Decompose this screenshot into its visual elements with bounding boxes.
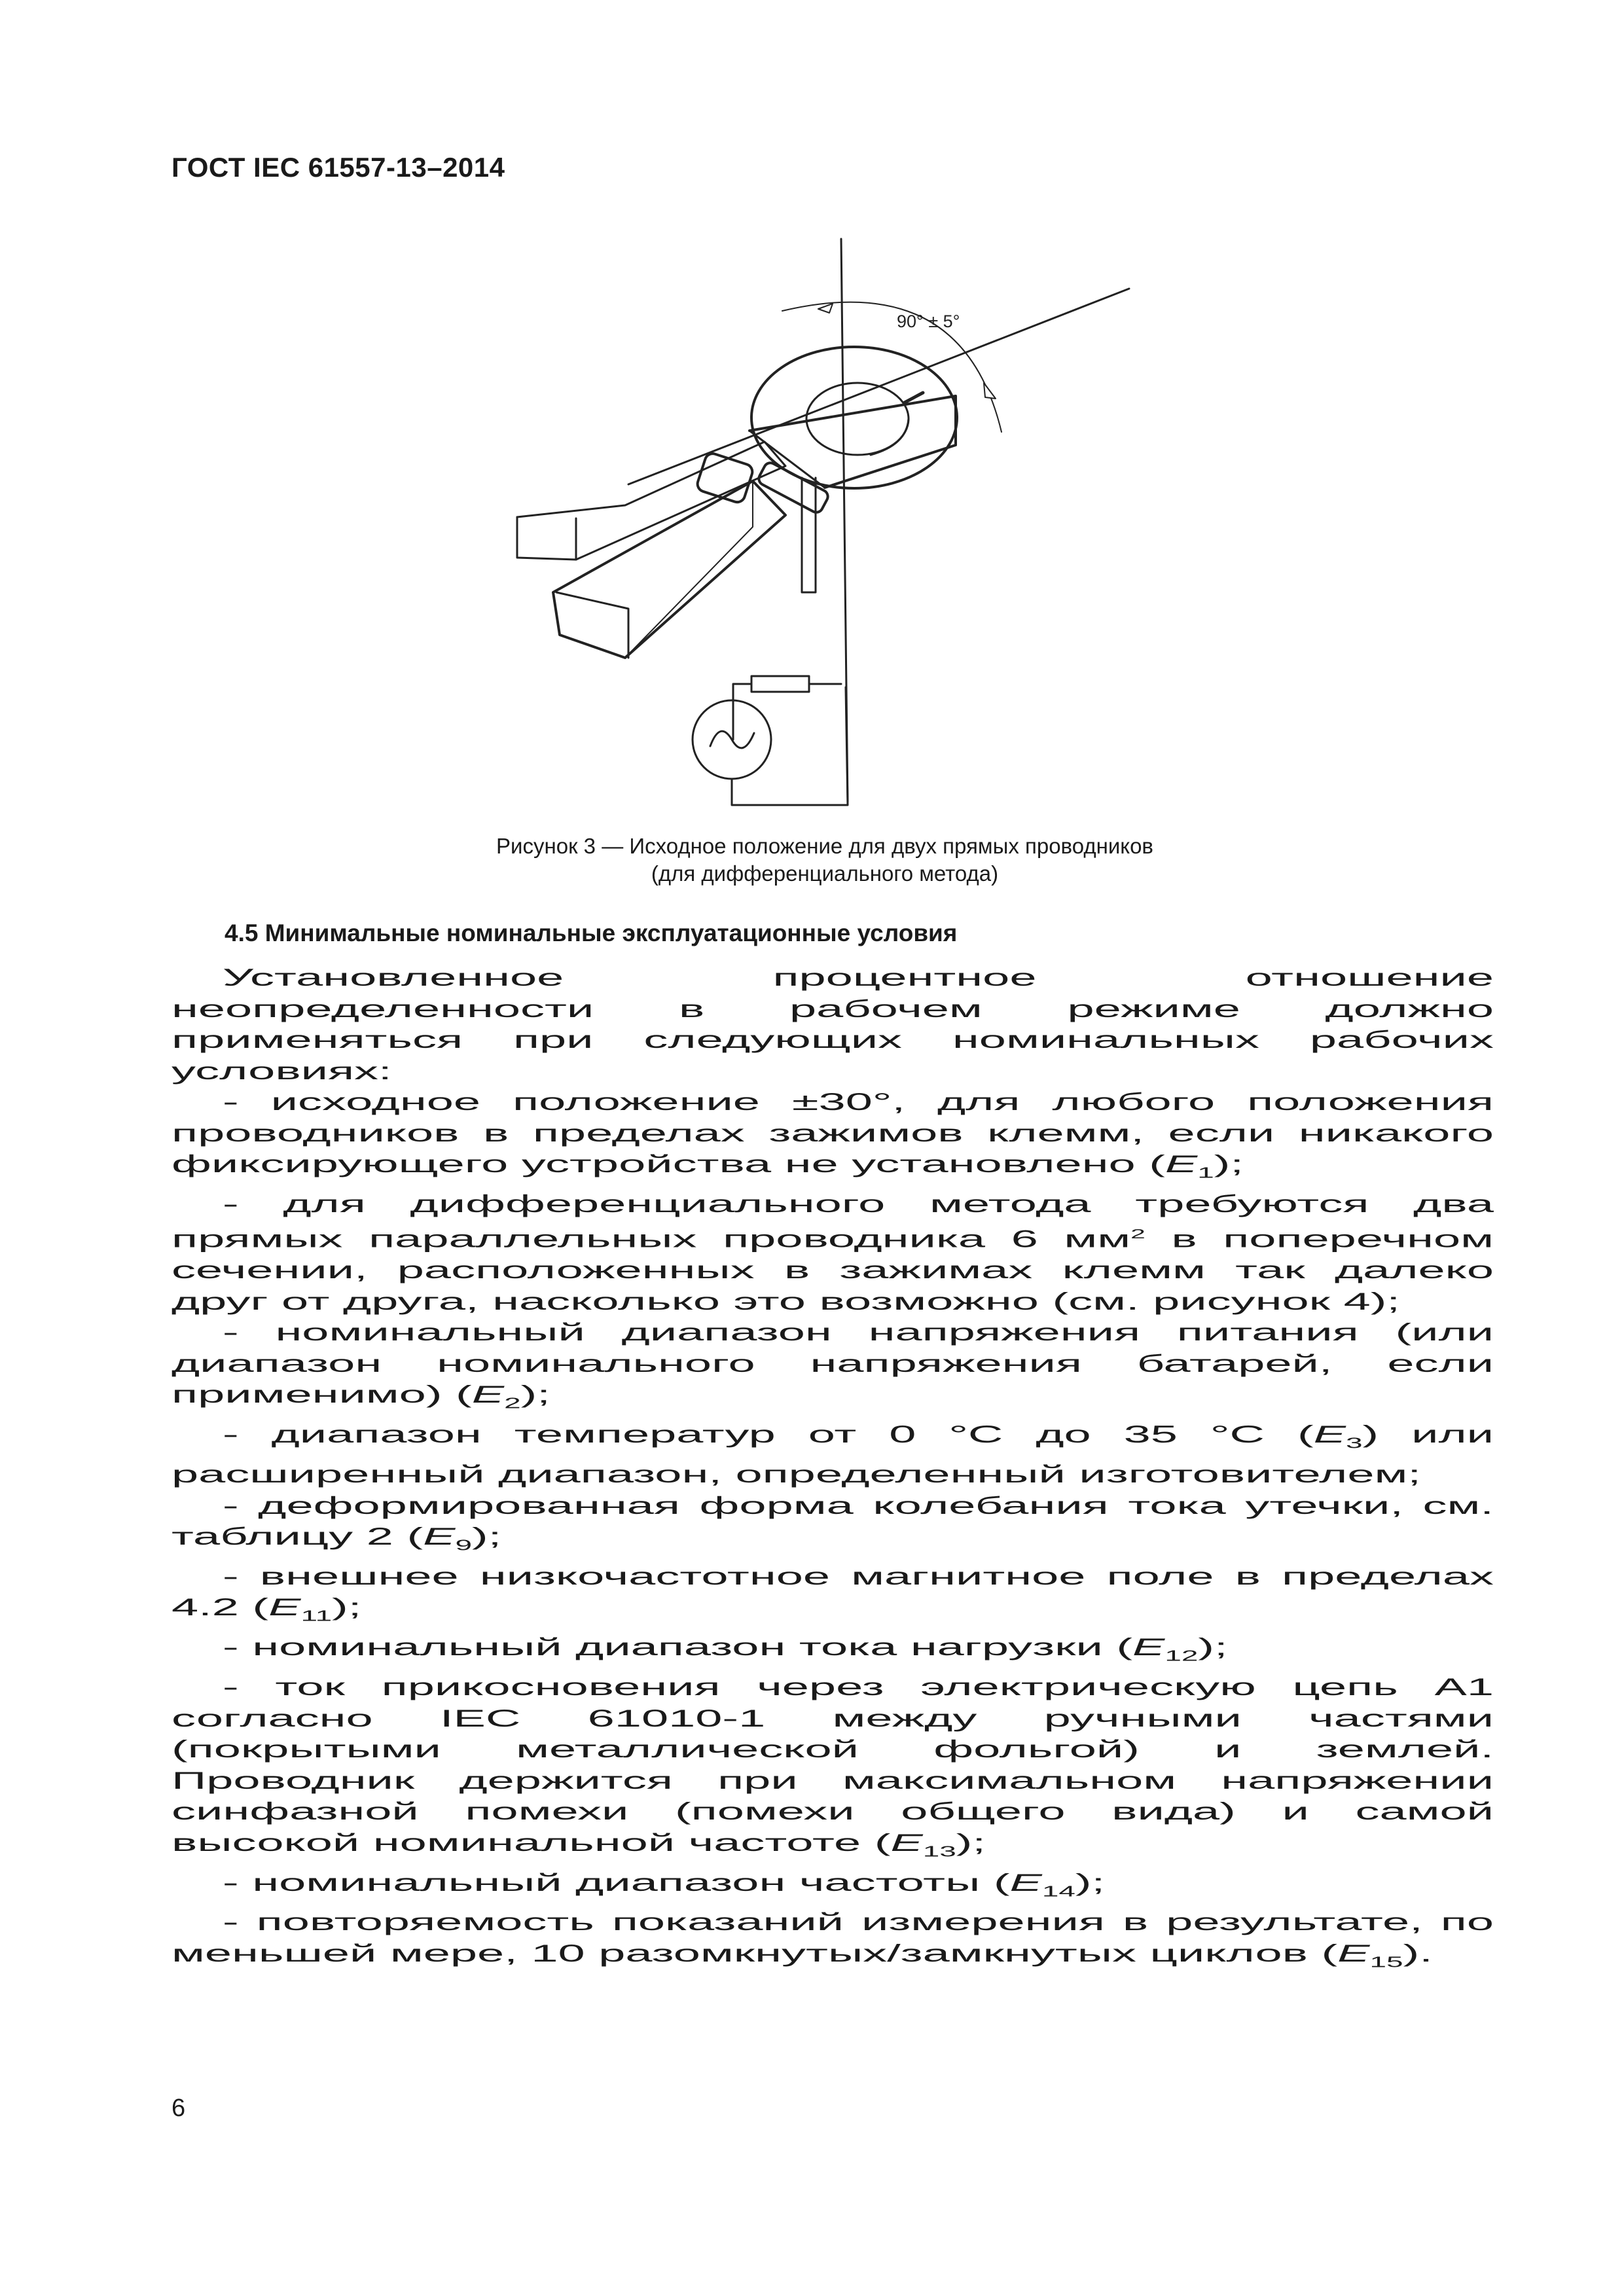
section-intro: Установленное процентное отношение неопределенности в рабочем режиме должно применяться при следующих номинальных рабочих условиях: <box>171 964 1494 1085</box>
angle-arc <box>782 302 1001 432</box>
caption-line-2: (для дифференциального метода) <box>651 861 999 886</box>
list-item: - исходное положение ±30°, для любого положения проводников в пределах зажимов клемм, если никакого фиксирующего устройства не установлено $(E_1)$; <box>171 1088 1494 1181</box>
list-item: - повторяемость показаний измерения в результате, по меньшей мере, 10 разомкнутых/замкнутых циклов $(E_{15})$. <box>171 1909 1494 1971</box>
resistor-symbol <box>751 676 809 692</box>
section-title: 4.5 Минимальные номинальные эксплуатационные условия <box>225 920 958 946</box>
list-item: - внешнее низкочастотное магнитное поле в пределах 4.2 $(E_{11})$; <box>171 1562 1494 1624</box>
list-item: - номинальный диапазон частоты $(E_{14})$; <box>223 1869 1106 1899</box>
section-body <box>171 962 1494 1978</box>
list-item: - номинальный диапазон тока нагрузки $(E_{12})$; <box>223 1634 1228 1664</box>
list-item: - деформированная форма колебания тока утечки, см. таблицу 2 $(E_9)$; <box>171 1492 1494 1554</box>
caption-line-1: Рисунок 3 — Исходное положение для двух прямых проводников <box>496 834 1153 858</box>
list-item: - номинальный диапазон напряжения питания (или диапазон номинального напряжения батарей, если применимо) $(E_2)$; <box>171 1319 1494 1412</box>
list-item: - для дифференциального метода требуются два прямых параллельных проводника 6 $мм^2$ в поперечном сечении, расположенных в зажимах клемм так далеко друг от друга, насколько это возможно (см. рисунок 4); <box>171 1190 1494 1315</box>
figure-caption <box>171 833 1478 888</box>
list-item: - диапазон температур от 0 °C до 35 °C $(E_3)$ или расширенный диапазон, определенный изготовителем; <box>171 1421 1494 1488</box>
page-number: 6 <box>171 2094 186 2122</box>
list-item: - ток прикосновения через электрическую цепь A1 согласно IEC 61010-1 между ручными частями (покрытыми металлической фольгой) и землей. Проводник держится при максимальном напряжении синфазной помехи (помехи общего вида) и самой высокой номинальной частоте $(E_{13})$; <box>171 1674 1494 1860</box>
angle-label: 90° ± 5° <box>897 312 960 331</box>
document-header: ГОСТ IEC 61557-13–2014 <box>171 152 505 183</box>
clamp-meter-figure <box>504 229 1159 818</box>
